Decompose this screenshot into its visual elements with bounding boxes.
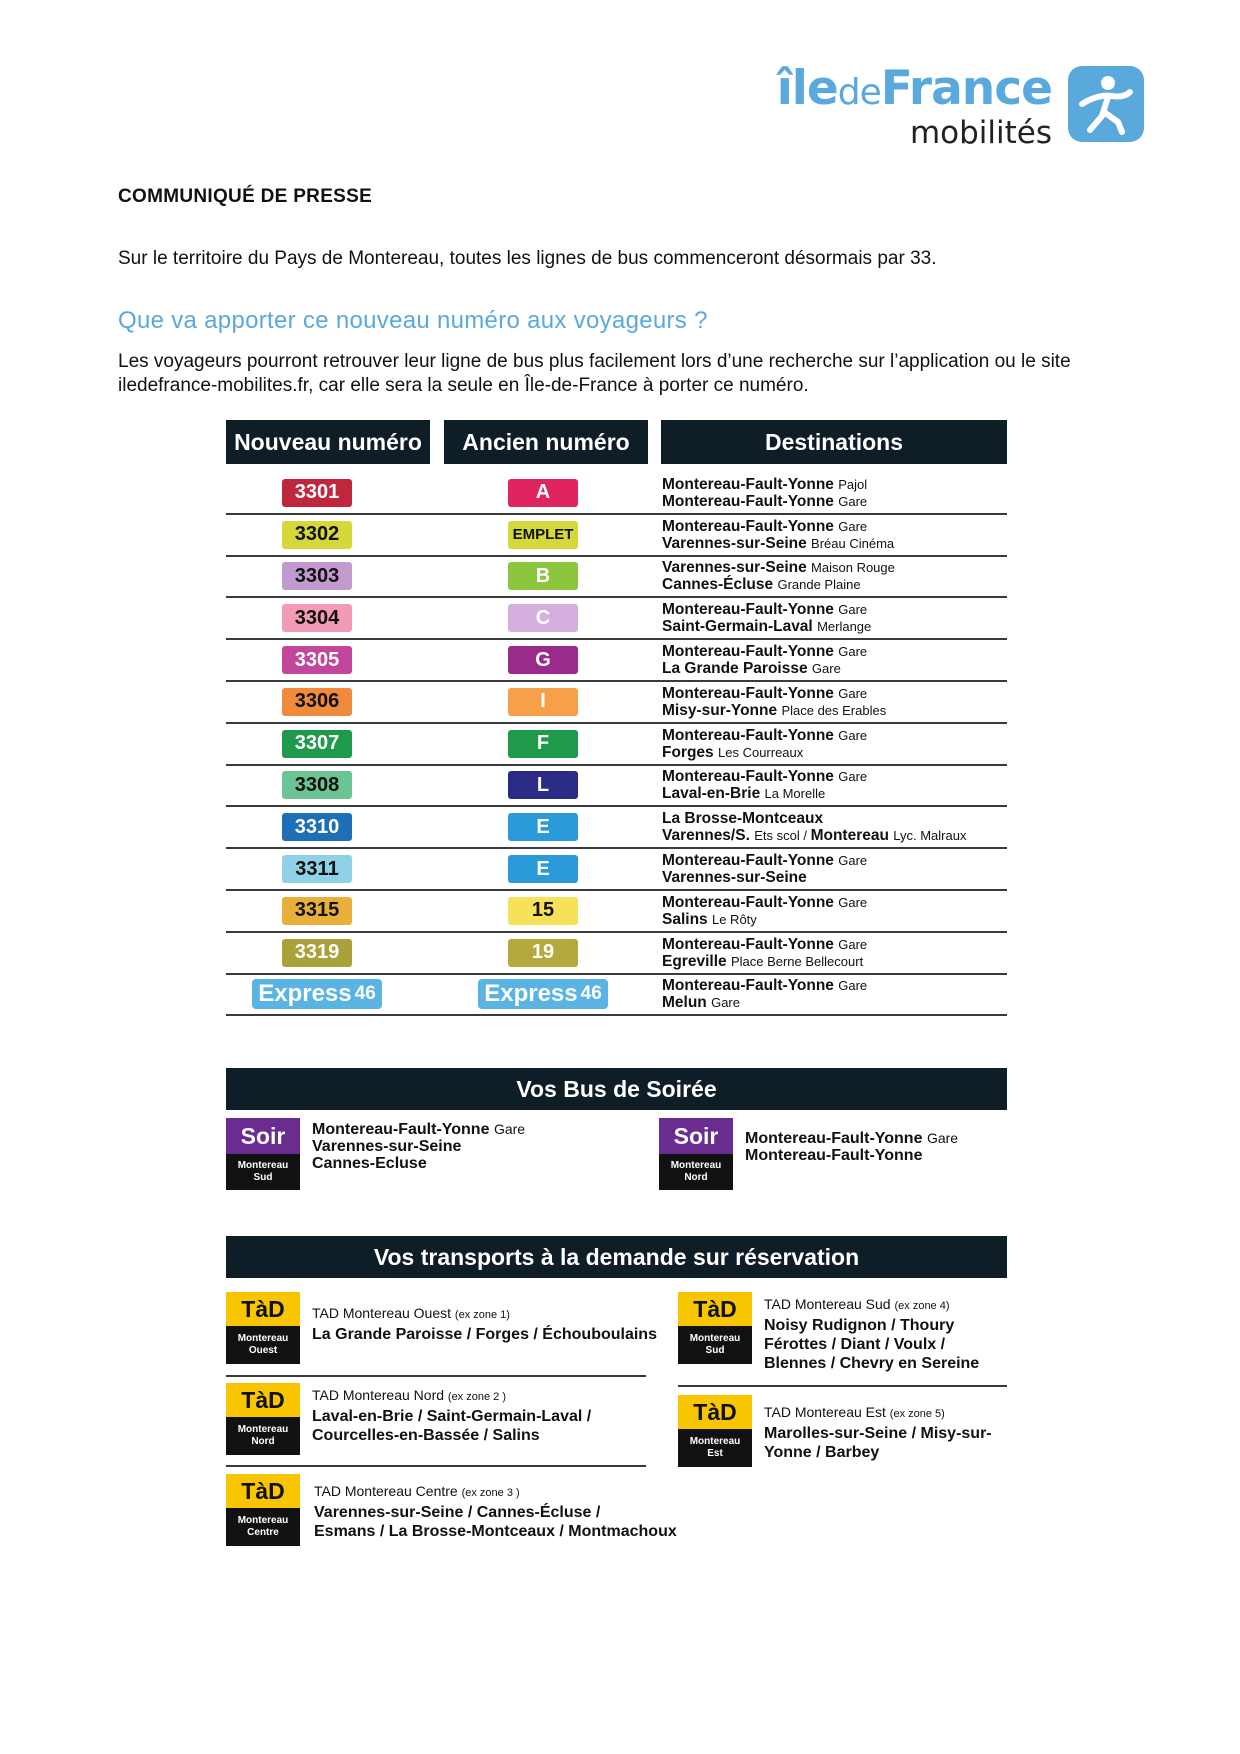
tad-communes: Varennes-sur-Seine / Cannes-Écluse / [314,1504,601,1521]
tad-badge-sub: Montereau [689,1436,741,1447]
destination-town: Montereau-Fault-Yonne [662,601,834,619]
tad-name: TAD Montereau Ouest [312,1305,452,1321]
tad-zone: (ex zone 4) [894,1300,950,1312]
destination-town: Egreville [662,952,727,970]
destination-stop: Place des Erables [781,702,887,718]
tad-badge-sud [678,1292,752,1364]
logo-text-ile: île [776,61,838,116]
destinations [662,476,867,510]
tad-zone: (ex zone 1) [454,1309,510,1321]
old-line-badge: E [508,813,578,841]
table-row [226,724,1007,766]
header-destinations: Destinations [661,420,1007,464]
express-number: 46 [354,983,376,1005]
new-line-badge: 3307 [282,730,352,758]
destination-town: Montereau-Fault-Yonne [662,768,834,786]
tad-badge-zone: Est [707,1448,723,1459]
tad-communes: Marolles-sur-Seine / Misy-sur- [764,1425,992,1442]
intro-text: Sur le territoire du Pays de Montereau, toutes les lignes de bus commenceront désormais par 33. [118,248,937,269]
destination-stop: Lyc. Malraux [893,828,967,844]
destinations [662,685,886,719]
tad-zone: (ex zone 5) [889,1408,945,1420]
table-row [226,766,1007,808]
destination-town: Montereau [810,827,889,845]
line-table [226,473,1007,1016]
table-row [226,975,1007,1017]
tad-name: TAD Montereau Nord [312,1387,445,1403]
divider [226,1465,646,1467]
destinations [662,936,867,970]
soir-dest-stop: Gare [926,1130,959,1146]
new-line-badge: 3308 [282,771,352,799]
tad-name: TAD Montereau Sud [764,1296,891,1312]
tad-zone: (ex zone 3 ) [461,1487,520,1499]
destinations [662,852,867,886]
destinations [662,559,895,593]
tad-badge-zone: Ouest [248,1345,278,1356]
old-line-badge: C [508,604,578,632]
tad-badge-sub: Montereau [689,1333,741,1344]
tad-title: Vos transports à la demande sur réservation [226,1236,1007,1278]
destination-town: Montereau-Fault-Yonne [662,726,834,744]
old-line-badge: E [508,855,578,883]
tad-badge-centre [226,1474,300,1546]
logo-text-de: de [837,72,881,113]
destination-town: Montereau-Fault-Yonne [662,977,834,995]
tad-zone: (ex zone 2 ) [447,1391,506,1403]
destination-stop: Gare [838,685,868,701]
soir-nord-destinations [745,1130,958,1164]
tad-name: TAD Montereau Centre [314,1483,458,1499]
old-line-badge: A [508,479,578,507]
table-row [226,807,1007,849]
tad-badge-label: TàD [226,1383,300,1417]
destination-town: Montereau-Fault-Yonne [662,492,834,510]
new-line-badge: 3305 [282,646,352,674]
table-row [226,682,1007,724]
old-line-badge: G [508,646,578,674]
tad-badge-nord [226,1383,300,1455]
destinations [662,894,867,928]
soir-dest: Montereau-Fault-Yonne [745,1147,923,1164]
destinations [662,768,867,802]
soiree-title: Vos Bus de Soirée [226,1068,1007,1110]
destination-town: Montereau-Fault-Yonne [662,852,834,870]
tad-badge-sub: Montereau [237,1515,289,1526]
express-badge-new [252,979,382,1009]
idf-mobilites-logo [758,62,1144,152]
destinations [662,518,894,552]
destination-town: Melun [662,994,707,1012]
body-paragraph: Les voyageurs pourront retrouver leur ligne de bus plus facilement lors d’une recherche sur l’application ou le site iledefrance-mobilites.fr, car elle sera la seule en Île-de-France à porter ce numéro. [118,351,1071,396]
destination-stop: Gare [838,853,868,869]
destinations [662,977,867,1011]
soir-dest-stop: Gare [493,1121,526,1137]
tad-name: TAD Montereau Est [764,1404,886,1420]
destination-stop: Gare [838,978,868,994]
divider [226,1375,646,1377]
soir-badge-label: Soir [226,1118,300,1154]
tad-badge-zone: Sud [705,1345,725,1356]
old-line-badge: 15 [508,897,578,925]
destination-town: Misy-sur-Yonne [662,701,778,719]
express-number: 46 [580,983,602,1005]
table-row [226,849,1007,891]
divider [678,1385,1007,1387]
tad-ouest-text [312,1304,657,1344]
tad-communes: Esmans / La Brosse-Montceaux / Montmachoux [314,1523,677,1540]
destination-town: Montereau-Fault-Yonne [662,643,834,661]
tad-badge-zone: Centre [247,1527,279,1538]
destination-town: Salins [662,910,708,928]
new-line-badge: 3306 [282,688,352,716]
destination-stop: La Morelle [764,786,826,802]
destination-town: Montereau-Fault-Yonne [662,517,834,535]
tad-badge-sub: Montereau [237,1424,289,1435]
press-release-label: COMMUNIQUÉ DE PRESSE [118,186,373,207]
soir-badge-nord [659,1118,733,1190]
new-line-badge: 3302 [282,521,352,549]
destination-stop: Pajol [838,476,868,492]
destinations [662,643,867,677]
destination-town: Cannes-Écluse [662,576,774,594]
tad-badge-est [678,1395,752,1467]
tad-badge-label: TàD [226,1292,300,1326]
destination-stop: Place Berne Bellecourt [730,953,864,969]
destinations [662,601,871,635]
old-line-badge: I [508,688,578,716]
tad-communes: Courcelles-en-Bassée / Salins [312,1427,540,1444]
destinations [662,810,966,844]
walking-person-icon [1068,66,1144,142]
tad-communes: Laval-en-Brie / Saint-Germain-Laval / [312,1408,592,1425]
destination-stop: Gare [711,995,740,1011]
soir-dest: Varennes-sur-Seine [312,1138,462,1155]
table-row [226,515,1007,557]
tad-badge-label: TàD [226,1474,300,1508]
old-line-badge: 19 [508,939,578,967]
tad-communes: Noisy Rudignon / Thoury [764,1317,955,1334]
old-line-badge: EMPLET [508,521,578,549]
tad-badge-label: TàD [678,1395,752,1429]
new-line-badge: 3301 [282,479,352,507]
tad-badge-label: TàD [678,1292,752,1326]
destination-stop: Gare [838,602,868,618]
table-row [226,933,1007,975]
express-label: Express [258,980,352,1008]
destination-town: La Grande Paroisse [662,660,808,678]
table-row [226,891,1007,933]
soir-badge-sub: Montereau [237,1160,289,1171]
table-row [226,640,1007,682]
new-line-badge: 3303 [282,562,352,590]
soir-badge-sud [226,1118,300,1190]
destination-town: Varennes-sur-Seine [662,534,807,552]
tad-communes: Blennes / Chevry en Sereine [764,1355,980,1372]
old-line-badge: B [508,562,578,590]
soir-dest: Cannes-Ecluse [312,1155,427,1172]
soir-dest: Montereau-Fault-Yonne [745,1130,923,1147]
logo-text-mobilites: mobilités [909,115,1052,151]
destination-stop: Gare [838,518,868,534]
tad-centre-text [314,1482,677,1541]
soir-badge-label: Soir [659,1118,733,1154]
destination-town: Varennes-sur-Seine [662,869,807,887]
header-old-number: Ancien numéro [444,420,648,464]
new-line-badge: 3304 [282,604,352,632]
table-row [226,473,1007,515]
soir-dest: Montereau-Fault-Yonne [312,1121,490,1138]
destination-stop: Bréau Cinéma [811,535,895,551]
destination-stop: Les Courreaux [718,744,804,760]
destination-town: La Brosse-Montceaux [662,810,824,828]
header-new-number: Nouveau numéro [226,420,430,464]
destination-town: Varennes/S. [662,827,750,845]
soir-badge-sub: Montereau [670,1160,722,1171]
soir-badge-zone: Sud [253,1172,273,1183]
express-label: Express [484,980,578,1008]
old-line-badge: L [508,771,578,799]
tad-communes: Yonne / Barbey [764,1444,880,1461]
destination-town: Montereau-Fault-Yonne [662,893,834,911]
tad-badge-zone: Nord [251,1436,275,1447]
table-row [226,557,1007,599]
new-line-badge: 3315 [282,897,352,925]
destination-town: Varennes-sur-Seine [662,559,807,577]
destination-stop: Gare [838,493,868,509]
tad-badge-sub: Montereau [237,1333,289,1344]
destination-stop: Merlange [817,619,872,635]
express-badge-old [478,979,608,1009]
tad-badge-ouest [226,1292,300,1364]
destination-town: Montereau-Fault-Yonne [662,684,834,702]
soir-sud-destinations [312,1121,525,1172]
destination-town: Montereau-Fault-Yonne [662,475,834,493]
destination-town: Montereau-Fault-Yonne [662,935,834,953]
soir-badge-zone: Nord [684,1172,708,1183]
old-line-badge: F [508,730,578,758]
destination-stop: Ets scol / [754,828,811,844]
destination-town: Saint-Germain-Laval [662,618,813,636]
destination-town: Forges [662,743,714,761]
destination-stop: Gare [838,894,868,910]
destination-stop: Gare [838,727,868,743]
destination-stop: Le Rôty [711,911,757,927]
destinations [662,727,867,761]
tad-est-text [764,1403,992,1462]
section-heading: Que va apporter ce nouveau numéro aux voyageurs ? [118,307,708,334]
destination-stop: Maison Rouge [811,560,895,576]
new-line-badge: 3310 [282,813,352,841]
destination-stop: Gare [838,769,868,785]
new-line-badge: 3319 [282,939,352,967]
tad-nord-text [312,1386,591,1445]
destination-stop: Gare [838,644,868,660]
tad-sud-text [764,1295,979,1373]
destination-stop: Gare [838,936,868,952]
tad-communes: La Grande Paroisse / Forges / Échouboulains [312,1326,657,1343]
table-row [226,598,1007,640]
logo-text-france: France [880,61,1052,116]
destination-stop: Grande Plaine [777,577,861,593]
destination-town: Laval-en-Brie [662,785,761,803]
destination-stop: Gare [811,661,841,677]
logo-wordmark [777,62,1052,150]
new-line-badge: 3311 [282,855,352,883]
tad-communes: Férottes / Diant / Voulx / [764,1336,946,1353]
